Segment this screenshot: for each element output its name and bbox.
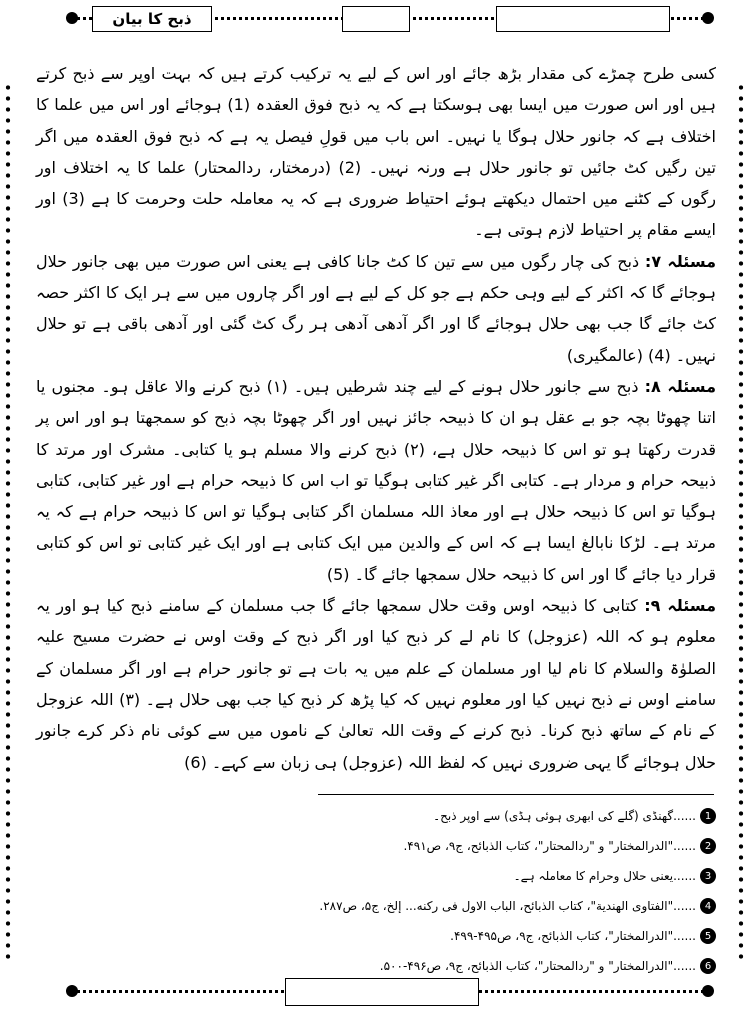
header-blank-box xyxy=(342,6,410,32)
header-end-dot xyxy=(66,12,78,24)
paragraph xyxy=(36,590,716,778)
left-dotted-border xyxy=(4,82,12,962)
page-footer xyxy=(70,976,710,1006)
footnote-text: ......گھنڈی (گلے کی ابھری ہوئی ہڈی) سے اوپر ذبح۔ xyxy=(433,809,696,823)
page-header xyxy=(70,4,710,34)
footnote-text: ......"الدرالمختار" و "ردالمحتار"، کتاب الذبائح، ج۹، ص۴۹۱. xyxy=(403,839,696,853)
paragraph-text: کسی طرح چمڑے کی مقدار بڑھ جائے اور اس کے لیے یہ ترکیب کرتے ہیں کہ بہت اوپر سے ذبح کرتے ہیں اور اس صورت میں ایسا بھی ہوسکتا ہے کہ یہ ذبح فوق العقدہ (1) ہوجائے اور اس میں علما کا اختلاف ہے کہ جانور حلال ہوگا یا نہیں۔ اس باب میں قولِ فیصل یہ ہے کہ ذبح فوق العقدہ میں اگر تین رگیں کٹ جائیں تو جانور حلال ہے ورنہ نہیں۔ (2) (درمختار، ردالمحتار) علما کا یہ اختلاف اور رگوں کے کٹنے میں احتمال دیکھتے ہوئے احتیاط ضروری ہے کہ یہ معاملہ حلت وحرمت کا ہے (3) اور ایسے مقام پر احتیاط لازم ہوتی ہے۔ xyxy=(36,64,717,240)
footer-end-dot xyxy=(66,985,78,997)
footnote-number: 3 xyxy=(700,868,716,884)
paragraph-text: ذبح سے جانور حلال ہونے کے لیے چند شرطیں ہیں۔ (۱) ذبح کرنے والا عاقل ہو۔ مجنوں یا اتنا چھوٹا بچہ جو بے عقل ہو ان کا ذبیحہ جائز نہیں اور اگر چھوٹا بچہ ذبح کو سمجھتا ہو اور اس پر قدرت رکھتا ہو تو اس کا ذبیحہ حلال ہے، (۲) ذبح کرنے والا مسلم ہو یا کتابی۔ مشرک اور مرتد کا ذبیحہ حرام و مردار ہے۔ کتابی اگر غیر کتابی ہوگیا تو اب اس کا ذبیحہ حرام ہے اور غیر کتابی، کتابی ہوگیا تو اس کا ذبیحہ حلال ہے اور معاذ اللہ مسلمان اگر کتابی ہوگیا تو اس کا ذبیحہ حرام ہے کہ یہ مرتد ہے۔ لڑکا نابالغ ایسا ہے کہ اس کے والدین میں ایک کتابی ہے اور ایک غیر کتابی تو اس کو کتابی قرار دیا جائے گا اور اس کا ذبیحہ حلال سمجھا جائے گا۔ (5) xyxy=(36,376,717,584)
paragraph xyxy=(36,246,716,371)
footnote-number: 4 xyxy=(700,898,716,914)
footnote-number: 1 xyxy=(700,808,716,824)
footnote xyxy=(36,801,716,831)
footnote xyxy=(36,861,716,891)
paragraph-text: کتابی کا ذبیحہ اوس وقت حلال سمجھا جائے گا جب مسلمان کے سامنے ذبح کیا ہو اور یہ معلوم ہو کہ اللہ (عزوجل) کا نام لے کر ذبح کیا اور اگر ذبح کے وقت اوس نے حضرت مسیح علیہ الصلوٰۃ والسلام کا نام لیا اور مسلمان کے علم میں یہ بات ہے تو جانور حرام ہے اور اگر مسلمان کے سامنے اوس نے ذبح نہیں کیا اور معلوم نہیں کہ کیا پڑھ کر ذبح کیا جب بھی حلال ہے۔ (۳) اللہ عزوجل کے نام کے ساتھ ذبح کرنا۔ ذبح کرنے کے وقت اللہ تعالیٰ کے ناموں میں سے کوئی نام ذکر کرے جانور حلال ہوجائے گا یہی ضروری نہیں کہ لفظ اللہ (عزوجل) ہی زبان سے کہے۔ (6) xyxy=(36,596,717,772)
header-end-dot xyxy=(702,12,714,24)
footnote-text: ......"الفتاوی الهندية"، كتاب الذبائح، الباب الاول فی رکنه... إلخ، ج۵، ص۲۸۷. xyxy=(319,899,696,913)
paragraph xyxy=(36,58,716,246)
header-blank-box xyxy=(496,6,670,32)
footnote-number: 6 xyxy=(700,958,716,974)
footer-blank-box xyxy=(285,978,479,1006)
issue-label: مسئلہ ۷: xyxy=(644,251,717,271)
footnote-text: ......یعنی حلال وحرام کا معاملہ ہے۔ xyxy=(513,869,696,883)
footnote xyxy=(36,921,716,951)
footer-end-dot xyxy=(702,985,714,997)
right-dotted-border xyxy=(737,82,745,962)
chapter-title: ذبح کا بیان xyxy=(92,6,212,32)
footnote xyxy=(36,831,716,861)
footnote-number: 2 xyxy=(700,838,716,854)
footnote-text: ......"الدرالمختار" و "ردالمحتار"، کتاب الذبائح، ج۹، ص۴۹۶-۵۰۰. xyxy=(379,959,696,973)
main-text xyxy=(36,58,716,778)
paragraph xyxy=(36,371,716,590)
footnote-divider xyxy=(318,794,714,795)
footnote-text: ......"الدرالمختار"، کتاب الذبائح، ج۹، ص۴۹۵-۴۹۹. xyxy=(450,929,696,943)
issue-label: مسئلہ ۹: xyxy=(644,596,716,616)
paragraph-text: ذبح کی چار رگوں میں سے تین کا کٹ جانا کافی ہے یعنی اس صورت میں بھی جانور حلال ہوجائے گا کہ اکثر کے لیے وہی حکم ہے جو کل کے لیے ہے اور اگر چاروں میں سے ہر ایک کا اکثر حصہ کٹ جائے گا جب بھی حلال ہوجائے گا اور اگر آدھی آدھی ہر رگ کٹ گئی اور آدھی باقی ہے تو حلال نہیں۔ (4) (عالمگیری) xyxy=(36,251,716,365)
issue-label: مسئلہ ۸: xyxy=(644,376,716,396)
footnote xyxy=(36,891,716,921)
footnote-number: 5 xyxy=(700,928,716,944)
footnotes xyxy=(36,801,716,981)
